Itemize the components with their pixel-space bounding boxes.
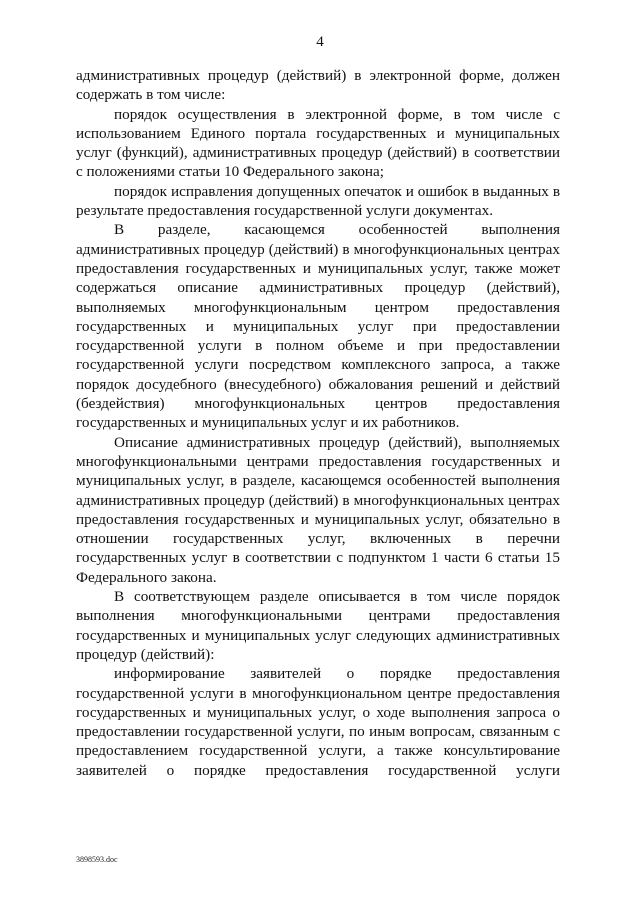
document-file-code: 3898593.doc xyxy=(76,855,118,864)
page-number: 4 xyxy=(316,34,324,50)
document-body xyxy=(76,66,560,780)
paragraph-7: информирование заявителей о порядке предоставления государственной услуги в многофункциональном центре предоставления государственных и муниципальных услуг, о ходе выполнения запроса о предоставлении государственной услуги, по иным вопросам, связанным с предоставлением государственной услуги, а также консультирование заявителей о порядке предоставления государственной услуги xyxy=(76,665,560,779)
paragraph-4: В разделе, касающемся особенностей выполнения административных процедур (действий) в многофункциональных центрах предоставления государственных и муниципальных услуг, также может содержаться описание административных процедур (действий), выполняемых многофункциональным центром предоставления государственных и муниципальных услуг при предоставлении государственной услуги в полном объеме и при предоставлении государственной услуги посредством комплексного запроса, а также порядок досудебного (внесудебного) обжалования решений и действий (бездействия) многофункциональных центров предоставления государственных и муниципальных услуг и их работников. xyxy=(76,221,560,432)
paragraph-6: В соответствующем разделе описывается в том числе порядок выполнения многофункциональными центрами предоставления государственных и муниципальных услуг следующих административных процедур (действий): xyxy=(76,588,560,663)
paragraph-3: порядок исправления допущенных опечаток и ошибок в выданных в результате предоставления государственной услуги документах. xyxy=(76,182,560,220)
paragraph-5: Описание административных процедур (действий), выполняемых многофункциональными центрами предоставления государственных и муниципальных услуг, в разделе, касающемся особенностей выполнения административных процедур (действий) в многофункциональных центрах предоставления государственных и муниципальных услуг, обязательно в отношении государственных услуг, включенных в перечни государственных услуг в соответствии с подпунктом 1 части 6 статьи 15 Федерального закона. xyxy=(76,433,560,586)
paragraph-2: порядок осуществления в электронной форме, в том числе с использованием Единого портала государственных и муниципальных услуг (функций), административных процедур (действий) в соответствии с положениями статьи 10 Федерального закона; xyxy=(76,105,560,181)
paragraph-1: административных процедур (действий) в электронной форме, должен содержать в том числе: xyxy=(76,67,560,104)
